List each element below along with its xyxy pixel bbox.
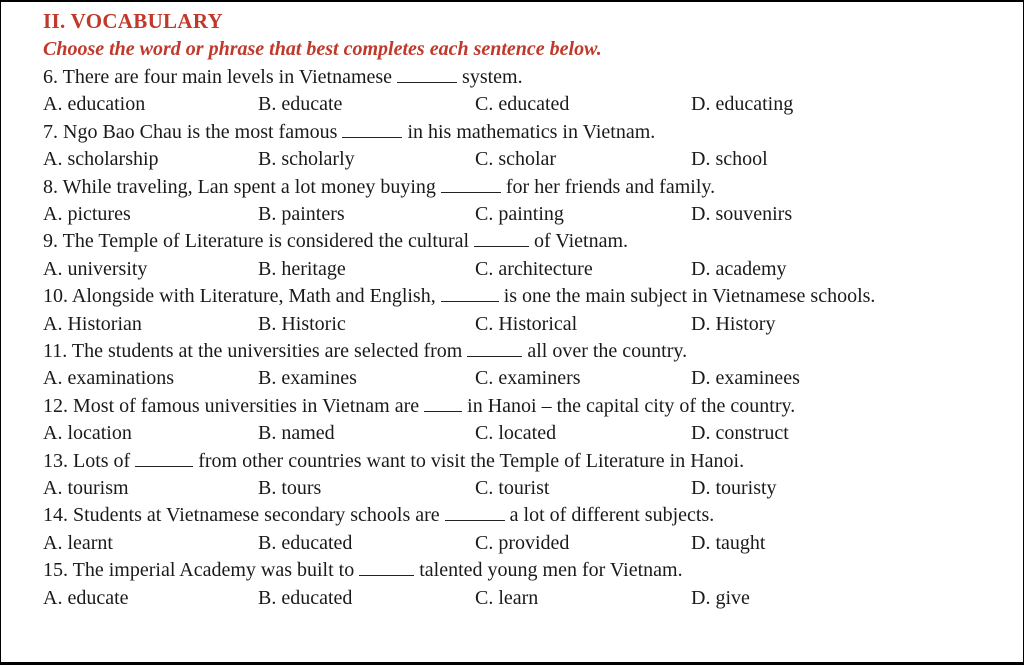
answer-blank	[342, 119, 402, 138]
question-text-end: system.	[462, 66, 523, 88]
option-d: D. educating	[691, 93, 794, 116]
question-text: 9. The Temple of Literature is considered the cultural	[43, 230, 470, 253]
answer-blank	[474, 228, 529, 247]
question-12	[43, 393, 993, 420]
question-text-end: talented young men for Vietnam.	[419, 559, 683, 582]
option-c: C. painting	[475, 203, 564, 225]
question-10	[43, 283, 993, 310]
option-c: C. examiners	[475, 367, 581, 390]
option-d: D. give	[691, 586, 750, 609]
options-9	[43, 256, 993, 283]
option-b: B. named	[258, 422, 335, 445]
question-text: 7. Ngo Bao Chau is the most famous	[43, 120, 338, 143]
option-d: D. History	[691, 312, 776, 335]
option-d: D. souvenirs	[691, 203, 793, 225]
option-b: B. educate	[258, 93, 343, 116]
option-b: B. examines	[258, 367, 357, 390]
option-b: B. educated	[258, 586, 353, 609]
options-10	[43, 311, 993, 338]
option-b: B. scholarly	[258, 148, 355, 171]
option-a: A. university	[43, 257, 148, 280]
option-d: D. construct	[691, 422, 789, 445]
option-a: A. Historian	[43, 312, 142, 335]
options-12	[43, 420, 993, 447]
instruction: Choose the word or phrase that best completes each sentence below.	[43, 38, 602, 60]
option-a: A. scholarship	[43, 148, 159, 171]
option-c: C. provided	[475, 531, 570, 554]
option-d: D. taught	[691, 531, 766, 554]
option-b: B. painters	[258, 203, 345, 225]
question-7	[43, 119, 993, 146]
answer-blank	[359, 557, 414, 576]
option-c: C. scholar	[475, 148, 557, 171]
question-text-end: in Hanoi – the capital city of the country.	[467, 394, 796, 417]
question-9	[43, 228, 993, 255]
question-15	[43, 557, 993, 584]
answer-blank	[467, 338, 522, 357]
options-6	[43, 91, 993, 118]
option-a: A. educate	[43, 586, 129, 609]
question-text: 14. Students at Vietnamese secondary schools are	[43, 504, 440, 527]
question-text-end: from other countries want to visit the Temple of Literature in Hanoi.	[198, 449, 745, 472]
answer-blank	[441, 283, 499, 302]
question-text: 8. While traveling, Lan spent a lot money buying	[43, 175, 436, 198]
question-text: 13. Lots of	[43, 449, 131, 472]
question-text-end: for her friends and family.	[505, 175, 716, 198]
options-14	[43, 530, 993, 557]
option-b: B. educated	[258, 531, 353, 554]
option-c: C. Historical	[475, 312, 578, 335]
option-a: A. examinations	[43, 367, 175, 390]
option-c: C. architecture	[475, 257, 593, 280]
question-text-end: of Vietnam.	[534, 230, 629, 253]
option-c: C. located	[475, 422, 557, 445]
answer-blank	[135, 448, 193, 467]
options-13	[43, 475, 993, 502]
question-text-end: is one the main subject in Vietnamese schools.	[503, 285, 876, 308]
answer-blank	[424, 393, 462, 412]
answer-blank	[445, 502, 505, 521]
question-text: 15. The imperial Academy was built to	[43, 559, 355, 582]
question-text: 12. Most of famous universities in Vietnam are	[43, 394, 420, 417]
question-text-end: a lot of different subjects.	[509, 504, 715, 527]
question-text: 11. The students at the universities are selected from	[43, 339, 463, 362]
option-a: A. location	[43, 422, 132, 445]
question-8	[43, 174, 993, 201]
options-8	[43, 201, 993, 228]
option-a: A. learnt	[43, 531, 113, 554]
option-b: B. Historic	[258, 312, 346, 335]
option-b: B. tours	[258, 476, 322, 499]
answer-blank	[441, 174, 501, 193]
options-15	[43, 585, 993, 612]
question-13	[43, 448, 993, 475]
option-a: A. tourism	[43, 476, 129, 499]
answer-blank	[397, 64, 457, 83]
question-text: 10. Alongside with Literature, Math and English,	[43, 285, 436, 308]
option-d: D. touristy	[691, 476, 777, 499]
options-7	[43, 146, 993, 173]
question-14	[43, 502, 993, 529]
section-heading: II. VOCABULARY	[43, 9, 224, 33]
question-text-end: all over the country.	[527, 339, 688, 362]
option-d: D. academy	[691, 257, 787, 280]
option-c: C. educated	[475, 93, 570, 116]
question-11	[43, 338, 993, 365]
question-text-end: in his mathematics in Vietnam.	[407, 120, 656, 143]
options-11	[43, 365, 993, 392]
question-text: 6. There are four main levels in Vietnamese	[43, 66, 393, 88]
option-d: D. school	[691, 148, 768, 171]
option-d: D. examinees	[691, 367, 800, 390]
option-b: B. heritage	[258, 257, 346, 280]
question-6	[43, 64, 993, 91]
option-c: C. learn	[475, 586, 539, 609]
option-c: C. tourist	[475, 476, 550, 499]
option-a: A. education	[43, 93, 146, 116]
worksheet	[43, 8, 993, 612]
option-a: A. pictures	[43, 203, 131, 225]
